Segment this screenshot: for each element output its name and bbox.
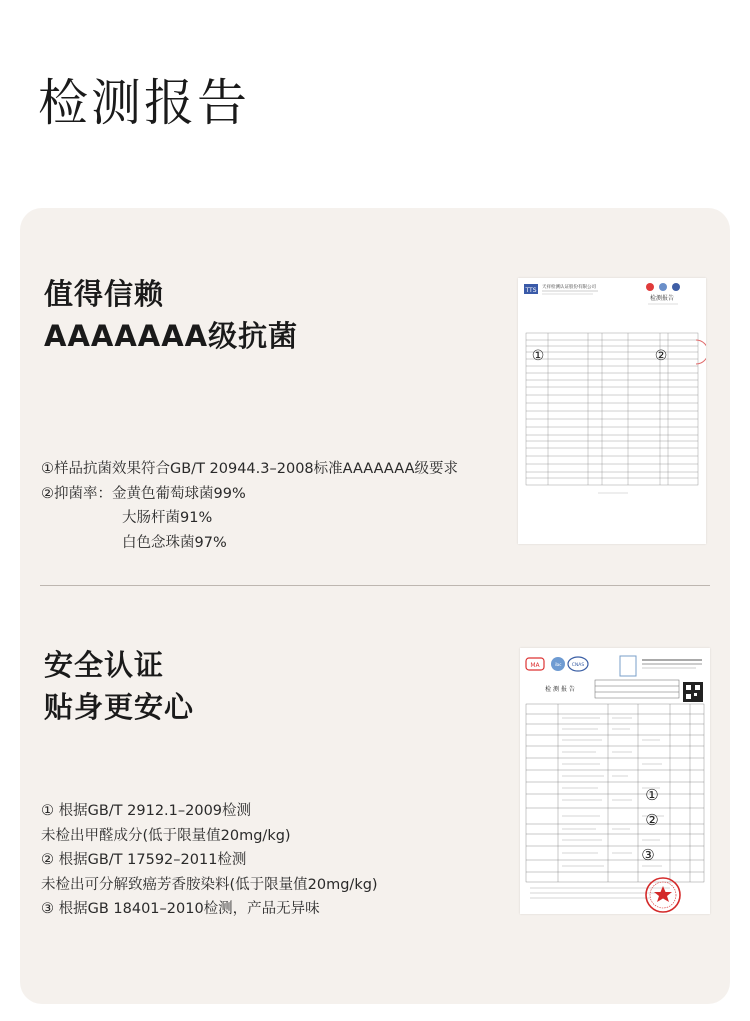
- section2-heading: [44, 644, 194, 728]
- report2-logo-ma: MA: [530, 662, 540, 669]
- report2-mark-3: ③: [641, 846, 655, 864]
- section2-line-2: 未检出甲醛成分(低于限量值20mg/kg): [41, 827, 291, 844]
- section1-line-2: ②抑菌率：金黄色葡萄球菌99%: [41, 485, 246, 502]
- section2-heading-line2: 贴身更安心: [44, 690, 195, 724]
- section2-line-3: ② 根据GB/T 17592–2011检测: [41, 852, 247, 868]
- section2-line-1: ① 根据GB/T 2912.1–2009检测: [41, 803, 252, 819]
- section1-heading-line2: AAAAAAA级抗菌: [44, 319, 299, 353]
- ilac-logo-icon: [551, 657, 565, 671]
- report1-mark-1: ①: [531, 348, 545, 364]
- antibacterial-report-image: [518, 278, 706, 544]
- safety-report-image: [520, 648, 710, 914]
- section1-description: [41, 457, 458, 555]
- section1-heading-line1: 值得信赖: [44, 277, 165, 311]
- report1-org-text: 天祥检测认证股份有限公司: [542, 285, 596, 290]
- section2-line-4: 未检出可分解致癌芳香胺染料(低于限量值20mg/kg): [41, 876, 378, 893]
- cnas-logo-icon: [568, 657, 588, 671]
- page-title: 检测报告: [38, 74, 250, 132]
- section1-line-1: ①样品抗菌效果符合GB/T 20944.3–2008标准AAAAAAA级要求: [41, 461, 459, 477]
- official-seal-icon: [646, 878, 680, 912]
- ma-logo-icon: [526, 658, 544, 670]
- report1-mark-2: ②: [654, 348, 668, 364]
- section-divider: [40, 585, 710, 586]
- report2-mark-2: ②: [645, 811, 659, 829]
- report2-title: 检 测 报 告: [545, 686, 575, 693]
- section2-heading-line1: 安全认证: [44, 648, 165, 682]
- report1-logo-text: TTS: [525, 287, 537, 294]
- section1-heading: [44, 273, 298, 357]
- section1-line-3: 大肠杆菌91%: [122, 510, 213, 526]
- report1-title: 检测报告: [649, 295, 675, 302]
- report2-mark-1: ①: [645, 786, 659, 804]
- report2-logo-ilac: ilac: [554, 662, 562, 667]
- section2-line-5: ③ 根据GB 18401–2010检测，产品无异味: [41, 901, 320, 917]
- report2-logo-cnas: CNAS: [571, 663, 585, 668]
- section1-line-4: 白色念珠菌97%: [122, 534, 227, 551]
- section2-description: [41, 799, 378, 922]
